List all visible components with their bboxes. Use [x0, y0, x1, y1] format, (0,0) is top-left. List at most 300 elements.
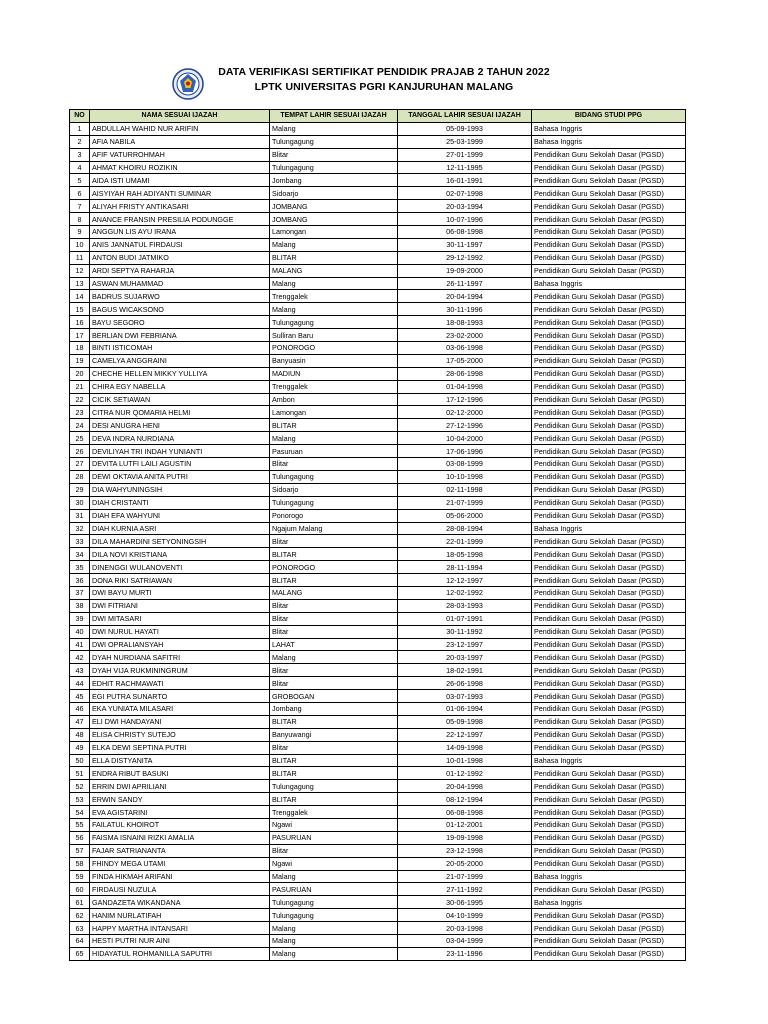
- cell-nama: DWI FITRIANI: [90, 599, 270, 612]
- cell-tanggal-lahir: 14-09-1998: [398, 741, 532, 754]
- table-row: [70, 780, 686, 793]
- cell-tempat-lahir: Tulungagung: [270, 470, 398, 483]
- table-row: [70, 883, 686, 896]
- cell-tempat-lahir: BLITAR: [270, 793, 398, 806]
- cell-tempat-lahir: PASURUAN: [270, 883, 398, 896]
- cell-bidang-studi: Pendidikan Guru Sekolah Dasar (PGSD): [532, 509, 686, 522]
- cell-tempat-lahir: Banyuwangi: [270, 728, 398, 741]
- cell-tempat-lahir: Tulungagung: [270, 909, 398, 922]
- cell-bidang-studi: Pendidikan Guru Sekolah Dasar (PGSD): [532, 445, 686, 458]
- cell-tempat-lahir: JOMBANG: [270, 213, 398, 226]
- cell-tanggal-lahir: 30-11-1996: [398, 303, 532, 316]
- cell-nama: ARDI SEPTYA RAHARJA: [90, 264, 270, 277]
- cell-nama: BINTI ISTICOMAH: [90, 342, 270, 355]
- cell-bidang-studi: Pendidikan Guru Sekolah Dasar (PGSD): [532, 715, 686, 728]
- cell-tempat-lahir: Tulungagung: [270, 780, 398, 793]
- cell-nama: DILA MAHARDINI SETYONINGSIH: [90, 535, 270, 548]
- table-row: [70, 638, 686, 651]
- cell-bidang-studi: Pendidikan Guru Sekolah Dasar (PGSD): [532, 535, 686, 548]
- table-row: [70, 831, 686, 844]
- cell-tempat-lahir: Tulungagung: [270, 135, 398, 148]
- cell-bidang-studi: Pendidikan Guru Sekolah Dasar (PGSD): [532, 947, 686, 960]
- cell-nama: ANGGUN LIS AYU IRANA: [90, 226, 270, 239]
- cell-bidang-studi: Pendidikan Guru Sekolah Dasar (PGSD): [532, 574, 686, 587]
- cell-no: 36: [70, 574, 90, 587]
- table-row: [70, 406, 686, 419]
- cell-no: 10: [70, 238, 90, 251]
- cell-nama: EDHIT RACHMAWATI: [90, 677, 270, 690]
- cell-nama: EVA AGISTARINI: [90, 806, 270, 819]
- cell-no: 49: [70, 741, 90, 754]
- cell-nama: BAGUS WICAKSONO: [90, 303, 270, 316]
- cell-tempat-lahir: LAHAT: [270, 638, 398, 651]
- cell-bidang-studi: Pendidikan Guru Sekolah Dasar (PGSD): [532, 818, 686, 831]
- cell-nama: DWI NURUL HAYATI: [90, 625, 270, 638]
- cell-tanggal-lahir: 20-03-1998: [398, 922, 532, 935]
- cell-bidang-studi: Pendidikan Guru Sekolah Dasar (PGSD): [532, 922, 686, 935]
- cell-bidang-studi: Pendidikan Guru Sekolah Dasar (PGSD): [532, 470, 686, 483]
- cell-tanggal-lahir: 02-11-1998: [398, 483, 532, 496]
- cell-tempat-lahir: Trenggalek: [270, 380, 398, 393]
- cell-tempat-lahir: Sulliran Baru: [270, 329, 398, 342]
- table-row: [70, 754, 686, 767]
- cell-bidang-studi: Pendidikan Guru Sekolah Dasar (PGSD): [532, 329, 686, 342]
- cell-tempat-lahir: JOMBANG: [270, 200, 398, 213]
- cell-tempat-lahir: Trenggalek: [270, 290, 398, 303]
- cell-no: 48: [70, 728, 90, 741]
- cell-tempat-lahir: Ambon: [270, 393, 398, 406]
- cell-tempat-lahir: Malang: [270, 303, 398, 316]
- cell-tanggal-lahir: 10-04-2000: [398, 432, 532, 445]
- cell-nama: DESI ANUGRA HENI: [90, 419, 270, 432]
- cell-tempat-lahir: PONOROGO: [270, 342, 398, 355]
- table-row: [70, 187, 686, 200]
- cell-bidang-studi: Pendidikan Guru Sekolah Dasar (PGSD): [532, 548, 686, 561]
- cell-bidang-studi: Pendidikan Guru Sekolah Dasar (PGSD): [532, 625, 686, 638]
- cell-no: 2: [70, 135, 90, 148]
- cell-tempat-lahir: Blitar: [270, 677, 398, 690]
- cell-nama: ANIS JANNATUL FIRDAUSI: [90, 238, 270, 251]
- cell-bidang-studi: Pendidikan Guru Sekolah Dasar (PGSD): [532, 148, 686, 161]
- table-row: [70, 496, 686, 509]
- cell-tanggal-lahir: 03-04-1999: [398, 935, 532, 948]
- cell-bidang-studi: Bahasa Inggris: [532, 896, 686, 909]
- cell-tanggal-lahir: 23-12-1997: [398, 638, 532, 651]
- cell-tempat-lahir: BLITAR: [270, 767, 398, 780]
- cell-nama: ANTON BUDI JATMIKO: [90, 251, 270, 264]
- cell-tempat-lahir: Banyuasin: [270, 354, 398, 367]
- cell-bidang-studi: Pendidikan Guru Sekolah Dasar (PGSD): [532, 728, 686, 741]
- cell-tanggal-lahir: 20-04-1994: [398, 290, 532, 303]
- cell-tanggal-lahir: 18-05-1998: [398, 548, 532, 561]
- cell-tanggal-lahir: 06-08-1998: [398, 806, 532, 819]
- table-row: [70, 728, 686, 741]
- cell-nama: ASWAN MUHAMMAD: [90, 277, 270, 290]
- cell-nama: GANDAZETA WIKANDANA: [90, 896, 270, 909]
- cell-tanggal-lahir: 21-07-1999: [398, 870, 532, 883]
- cell-bidang-studi: Pendidikan Guru Sekolah Dasar (PGSD): [532, 844, 686, 857]
- cell-bidang-studi: Pendidikan Guru Sekolah Dasar (PGSD): [532, 213, 686, 226]
- cell-nama: ANANCE FRANSIN PRESILIA PODUNGGE: [90, 213, 270, 226]
- cell-bidang-studi: Pendidikan Guru Sekolah Dasar (PGSD): [532, 702, 686, 715]
- cell-bidang-studi: Pendidikan Guru Sekolah Dasar (PGSD): [532, 380, 686, 393]
- cell-no: 35: [70, 561, 90, 574]
- cell-nama: FAISMA ISNAINI RIZKI AMALIA: [90, 831, 270, 844]
- cell-no: 15: [70, 303, 90, 316]
- cell-tempat-lahir: Blitar: [270, 625, 398, 638]
- cell-nama: DWI OPRALIANSYAH: [90, 638, 270, 651]
- table-row: [70, 277, 686, 290]
- cell-nama: AFIA NABILA: [90, 135, 270, 148]
- cell-tanggal-lahir: 19-09-2000: [398, 264, 532, 277]
- cell-nama: ELLA DISTYANITA: [90, 754, 270, 767]
- cell-nama: FIRDAUSI NUZULA: [90, 883, 270, 896]
- cell-tempat-lahir: MALANG: [270, 264, 398, 277]
- table-row: [70, 329, 686, 342]
- cell-tanggal-lahir: 17-12-1996: [398, 393, 532, 406]
- cell-bidang-studi: Pendidikan Guru Sekolah Dasar (PGSD): [532, 935, 686, 948]
- cell-no: 39: [70, 612, 90, 625]
- cell-tanggal-lahir: 22-01-1999: [398, 535, 532, 548]
- cell-bidang-studi: Pendidikan Guru Sekolah Dasar (PGSD): [532, 599, 686, 612]
- cell-bidang-studi: Pendidikan Guru Sekolah Dasar (PGSD): [532, 316, 686, 329]
- table-row: [70, 226, 686, 239]
- cell-nama: DONA RIKI SATRIAWAN: [90, 574, 270, 587]
- cell-no: 12: [70, 264, 90, 277]
- cell-tanggal-lahir: 03-07-1993: [398, 690, 532, 703]
- cell-tanggal-lahir: 28-11-1994: [398, 561, 532, 574]
- cell-tempat-lahir: Trenggalek: [270, 806, 398, 819]
- cell-no: 16: [70, 316, 90, 329]
- cell-nama: DILA NOVI KRISTIANA: [90, 548, 270, 561]
- cell-tanggal-lahir: 18-08-1993: [398, 316, 532, 329]
- cell-tempat-lahir: Pasuruan: [270, 445, 398, 458]
- cell-tanggal-lahir: 05-09-1993: [398, 122, 532, 135]
- cell-no: 29: [70, 483, 90, 496]
- cell-nama: DYAH VIJA RUKMININGRUM: [90, 664, 270, 677]
- table-row: [70, 715, 686, 728]
- cell-nama: DIA WAHYUNINGSIH: [90, 483, 270, 496]
- cell-no: 24: [70, 419, 90, 432]
- cell-no: 53: [70, 793, 90, 806]
- cell-no: 64: [70, 935, 90, 948]
- cell-no: 31: [70, 509, 90, 522]
- cell-tempat-lahir: Blitar: [270, 664, 398, 677]
- table-row: [70, 535, 686, 548]
- cell-no: 65: [70, 947, 90, 960]
- cell-no: 63: [70, 922, 90, 935]
- table-row: [70, 586, 686, 599]
- cell-nama: DEWI OKTAVIA ANITA PUTRI: [90, 470, 270, 483]
- cell-tanggal-lahir: 05-06-2000: [398, 509, 532, 522]
- cell-tanggal-lahir: 29-12-1992: [398, 251, 532, 264]
- cell-tanggal-lahir: 30-11-1997: [398, 238, 532, 251]
- cell-no: 50: [70, 754, 90, 767]
- cell-tempat-lahir: Sidoarjo: [270, 187, 398, 200]
- cell-tempat-lahir: Blitar: [270, 844, 398, 857]
- cell-tempat-lahir: BLITAR: [270, 715, 398, 728]
- cell-no: 19: [70, 354, 90, 367]
- table-row: [70, 200, 686, 213]
- cell-no: 38: [70, 599, 90, 612]
- cell-nama: CITRA NUR QOMARIA HELMI: [90, 406, 270, 419]
- cell-nama: FAILATUL KHOIROT: [90, 818, 270, 831]
- table-row: [70, 174, 686, 187]
- cell-bidang-studi: Pendidikan Guru Sekolah Dasar (PGSD): [532, 419, 686, 432]
- cell-no: 27: [70, 458, 90, 471]
- table-row: [70, 935, 686, 948]
- cell-bidang-studi: Pendidikan Guru Sekolah Dasar (PGSD): [532, 251, 686, 264]
- table-row: [70, 574, 686, 587]
- cell-tanggal-lahir: 23-11-1996: [398, 947, 532, 960]
- cell-no: 1: [70, 122, 90, 135]
- table-row: [70, 135, 686, 148]
- column-header-tempat-lahir: TEMPAT LAHIR SESUAI IJAZAH: [270, 110, 398, 123]
- cell-bidang-studi: Pendidikan Guru Sekolah Dasar (PGSD): [532, 200, 686, 213]
- table-row: [70, 238, 686, 251]
- cell-nama: AISYIYAH RAH ADIYANTI SUMINAR: [90, 187, 270, 200]
- cell-bidang-studi: Pendidikan Guru Sekolah Dasar (PGSD): [532, 432, 686, 445]
- cell-tanggal-lahir: 01-06-1994: [398, 702, 532, 715]
- table-row: [70, 251, 686, 264]
- table-row: [70, 316, 686, 329]
- cell-tempat-lahir: Malang: [270, 238, 398, 251]
- cell-tempat-lahir: Ponorogo: [270, 509, 398, 522]
- cell-nama: DIAH CRISTANTI: [90, 496, 270, 509]
- table-body: [70, 122, 686, 960]
- cell-nama: ERRIN DWI APRILIANI: [90, 780, 270, 793]
- cell-tempat-lahir: Lamongan: [270, 406, 398, 419]
- cell-tanggal-lahir: 01-07-1991: [398, 612, 532, 625]
- table-row: [70, 844, 686, 857]
- table-row: [70, 470, 686, 483]
- cell-tanggal-lahir: 20-03-1994: [398, 200, 532, 213]
- table-header-row: [70, 110, 686, 123]
- cell-tanggal-lahir: 10-10-1998: [398, 470, 532, 483]
- cell-bidang-studi: Pendidikan Guru Sekolah Dasar (PGSD): [532, 677, 686, 690]
- cell-tempat-lahir: Ngawi: [270, 857, 398, 870]
- cell-tanggal-lahir: 28-08-1994: [398, 522, 532, 535]
- cell-nama: DWI BAYU MURTI: [90, 586, 270, 599]
- cell-bidang-studi: Pendidikan Guru Sekolah Dasar (PGSD): [532, 264, 686, 277]
- cell-tanggal-lahir: 01-12-1992: [398, 767, 532, 780]
- cell-tanggal-lahir: 01-04-1998: [398, 380, 532, 393]
- table-row: [70, 290, 686, 303]
- cell-bidang-studi: Pendidikan Guru Sekolah Dasar (PGSD): [532, 238, 686, 251]
- cell-tanggal-lahir: 22-12-1997: [398, 728, 532, 741]
- cell-tempat-lahir: Tulungagung: [270, 316, 398, 329]
- cell-tanggal-lahir: 03-08-1999: [398, 458, 532, 471]
- cell-tempat-lahir: BLITAR: [270, 548, 398, 561]
- cell-bidang-studi: Bahasa Inggris: [532, 277, 686, 290]
- cell-no: 57: [70, 844, 90, 857]
- cell-tempat-lahir: PASURUAN: [270, 831, 398, 844]
- cell-nama: AIDA ISTI UMAMI: [90, 174, 270, 187]
- cell-tanggal-lahir: 01-12-2001: [398, 818, 532, 831]
- cell-tempat-lahir: Malang: [270, 277, 398, 290]
- cell-bidang-studi: Pendidikan Guru Sekolah Dasar (PGSD): [532, 496, 686, 509]
- cell-tanggal-lahir: 05-09-1998: [398, 715, 532, 728]
- cell-no: 37: [70, 586, 90, 599]
- cell-tempat-lahir: Malang: [270, 922, 398, 935]
- cell-tempat-lahir: Tulungagung: [270, 161, 398, 174]
- cell-tempat-lahir: Malang: [270, 935, 398, 948]
- cell-tanggal-lahir: 06-08-1998: [398, 226, 532, 239]
- table-row: [70, 522, 686, 535]
- cell-nama: HANIM NURLATIFAH: [90, 909, 270, 922]
- cell-tanggal-lahir: 12-11-1995: [398, 161, 532, 174]
- cell-no: 26: [70, 445, 90, 458]
- cell-tanggal-lahir: 27-11-1992: [398, 883, 532, 896]
- cell-nama: DEVILIYAH TRI INDAH YUNIANTI: [90, 445, 270, 458]
- cell-tanggal-lahir: 23-12-1998: [398, 844, 532, 857]
- cell-no: 55: [70, 818, 90, 831]
- cell-tempat-lahir: Malang: [270, 432, 398, 445]
- cell-tempat-lahir: BLITAR: [270, 754, 398, 767]
- cell-no: 52: [70, 780, 90, 793]
- cell-no: 58: [70, 857, 90, 870]
- cell-tempat-lahir: Sidoarjo: [270, 483, 398, 496]
- cell-nama: DYAH NURDIANA SAFITRI: [90, 651, 270, 664]
- cell-bidang-studi: Bahasa Inggris: [532, 754, 686, 767]
- table-row: [70, 599, 686, 612]
- cell-bidang-studi: Pendidikan Guru Sekolah Dasar (PGSD): [532, 612, 686, 625]
- table-row: [70, 393, 686, 406]
- cell-tanggal-lahir: 18-02-1991: [398, 664, 532, 677]
- cell-nama: CHECHE HELLEN MIKKY YULLIYA: [90, 367, 270, 380]
- cell-bidang-studi: Pendidikan Guru Sekolah Dasar (PGSD): [532, 586, 686, 599]
- cell-tanggal-lahir: 20-04-1998: [398, 780, 532, 793]
- cell-tempat-lahir: Malang: [270, 122, 398, 135]
- table-row: [70, 342, 686, 355]
- cell-tempat-lahir: MADIUN: [270, 367, 398, 380]
- cell-no: 43: [70, 664, 90, 677]
- cell-bidang-studi: Pendidikan Guru Sekolah Dasar (PGSD): [532, 406, 686, 419]
- table-row: [70, 612, 686, 625]
- cell-no: 30: [70, 496, 90, 509]
- cell-no: 13: [70, 277, 90, 290]
- cell-nama: AHMAT KHOIRU ROZIKIN: [90, 161, 270, 174]
- cell-tempat-lahir: BLITAR: [270, 251, 398, 264]
- cell-no: 22: [70, 393, 90, 406]
- table-row: [70, 625, 686, 638]
- cell-no: 7: [70, 200, 90, 213]
- cell-no: 33: [70, 535, 90, 548]
- cell-tempat-lahir: Blitar: [270, 458, 398, 471]
- table-row: [70, 483, 686, 496]
- column-header-nama: NAMA SESUAI IJAZAH: [90, 110, 270, 123]
- cell-no: 18: [70, 342, 90, 355]
- table-row: [70, 896, 686, 909]
- cell-bidang-studi: Pendidikan Guru Sekolah Dasar (PGSD): [532, 664, 686, 677]
- cell-no: 4: [70, 161, 90, 174]
- cell-nama: DIAH KURNIA ASRI: [90, 522, 270, 535]
- cell-tanggal-lahir: 19-09-1998: [398, 831, 532, 844]
- cell-nama: DINENGGI WULANOVENTI: [90, 561, 270, 574]
- cell-bidang-studi: Pendidikan Guru Sekolah Dasar (PGSD): [532, 741, 686, 754]
- cell-no: 3: [70, 148, 90, 161]
- cell-tanggal-lahir: 30-11-1992: [398, 625, 532, 638]
- cell-nama: ELI DWI HANDAYANI: [90, 715, 270, 728]
- cell-tempat-lahir: Malang: [270, 870, 398, 883]
- cell-no: 5: [70, 174, 90, 187]
- cell-bidang-studi: Pendidikan Guru Sekolah Dasar (PGSD): [532, 483, 686, 496]
- table-row: [70, 702, 686, 715]
- cell-tempat-lahir: Ngajum Malang: [270, 522, 398, 535]
- cell-no: 56: [70, 831, 90, 844]
- table-row: [70, 767, 686, 780]
- cell-tanggal-lahir: 10-07-1996: [398, 213, 532, 226]
- cell-bidang-studi: Pendidikan Guru Sekolah Dasar (PGSD): [532, 367, 686, 380]
- cell-no: 14: [70, 290, 90, 303]
- cell-nama: EKA YUNIATA MILASARI: [90, 702, 270, 715]
- cell-tempat-lahir: Blitar: [270, 535, 398, 548]
- table-row: [70, 509, 686, 522]
- table-row: [70, 922, 686, 935]
- cell-bidang-studi: Pendidikan Guru Sekolah Dasar (PGSD): [532, 883, 686, 896]
- cell-tanggal-lahir: 03-06-1998: [398, 342, 532, 355]
- cell-tempat-lahir: BLITAR: [270, 419, 398, 432]
- table-row: [70, 870, 686, 883]
- cell-no: 60: [70, 883, 90, 896]
- cell-nama: EGI PUTRA SUNARTO: [90, 690, 270, 703]
- cell-tanggal-lahir: 04-10-1999: [398, 909, 532, 922]
- table-row: [70, 419, 686, 432]
- cell-tanggal-lahir: 20-05-2000: [398, 857, 532, 870]
- cell-tempat-lahir: BLITAR: [270, 574, 398, 587]
- cell-nama: BERLIAN DWI FEBRIANA: [90, 329, 270, 342]
- cell-tanggal-lahir: 02-12-2000: [398, 406, 532, 419]
- cell-bidang-studi: Pendidikan Guru Sekolah Dasar (PGSD): [532, 806, 686, 819]
- cell-bidang-studi: Bahasa Inggris: [532, 135, 686, 148]
- cell-tempat-lahir: Malang: [270, 651, 398, 664]
- cell-nama: BADRUS SUJARWO: [90, 290, 270, 303]
- cell-nama: ALIYAH FRISTY ANTIKASARI: [90, 200, 270, 213]
- cell-nama: ELISA CHRISTY SUTEJO: [90, 728, 270, 741]
- table-row: [70, 380, 686, 393]
- cell-nama: AFIF VATURROHMAH: [90, 148, 270, 161]
- table-row: [70, 354, 686, 367]
- table-row: [70, 561, 686, 574]
- table-row: [70, 818, 686, 831]
- cell-tanggal-lahir: 28-03-1993: [398, 599, 532, 612]
- cell-no: 40: [70, 625, 90, 638]
- cell-no: 54: [70, 806, 90, 819]
- cell-tempat-lahir: PONOROGO: [270, 561, 398, 574]
- cell-tanggal-lahir: 10-01-1998: [398, 754, 532, 767]
- table-row: [70, 857, 686, 870]
- cell-nama: HESTI PUTRI NUR AINI: [90, 935, 270, 948]
- column-header-bidang-studi: BIDANG STUDI PPG: [532, 110, 686, 123]
- cell-bidang-studi: Pendidikan Guru Sekolah Dasar (PGSD): [532, 458, 686, 471]
- cell-no: 32: [70, 522, 90, 535]
- cell-tanggal-lahir: 26-06-1998: [398, 677, 532, 690]
- cell-bidang-studi: Pendidikan Guru Sekolah Dasar (PGSD): [532, 767, 686, 780]
- table-row: [70, 909, 686, 922]
- cell-tanggal-lahir: 28-06-1998: [398, 367, 532, 380]
- cell-no: 44: [70, 677, 90, 690]
- cell-bidang-studi: Pendidikan Guru Sekolah Dasar (PGSD): [532, 780, 686, 793]
- cell-bidang-studi: Pendidikan Guru Sekolah Dasar (PGSD): [532, 793, 686, 806]
- cell-no: 46: [70, 702, 90, 715]
- cell-nama: HAPPY MARTHA INTANSARI: [90, 922, 270, 935]
- cell-tanggal-lahir: 12-02-1992: [398, 586, 532, 599]
- cell-no: 45: [70, 690, 90, 703]
- cell-nama: BAYU SEGORO: [90, 316, 270, 329]
- table-row: [70, 122, 686, 135]
- cell-no: 17: [70, 329, 90, 342]
- document-header: [0, 64, 768, 104]
